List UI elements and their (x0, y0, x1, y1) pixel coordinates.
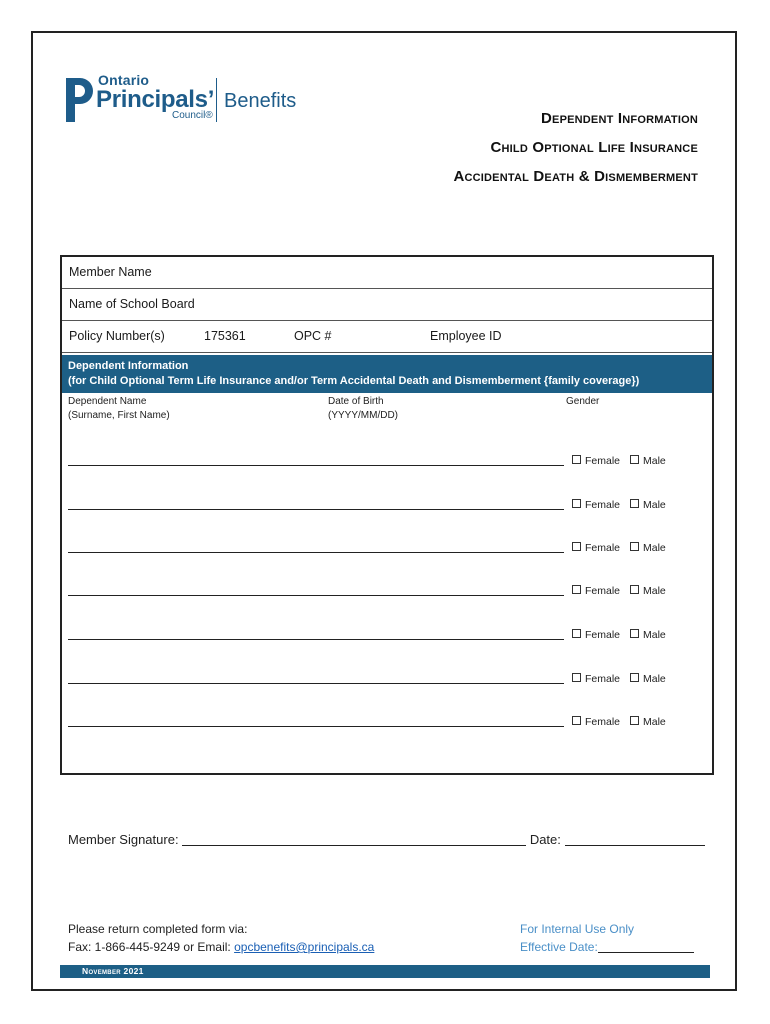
male-checkbox[interactable] (630, 585, 639, 594)
logo-council: Council® (172, 110, 213, 121)
member-name-row[interactable] (62, 257, 712, 289)
female-checkbox[interactable] (572, 673, 581, 682)
dependent-line-4[interactable] (68, 595, 564, 596)
return-line-2: Fax: 1-866-445-9249 or Email: opcbenefits@principals.ca (68, 940, 375, 954)
male-checkbox[interactable] (630, 716, 639, 725)
male-checkbox[interactable] (630, 499, 639, 508)
policy-number-value: 175361 (204, 329, 246, 343)
title-line-2: Child Optional Life Insurance (490, 139, 698, 156)
dependent-info-subtitle: (for Child Optional Term Life Insurance and/or Term Accidental Death and Dismemberment {family coverage}) (68, 375, 640, 387)
dependent-line-5[interactable] (68, 639, 564, 640)
employee-id-label[interactable]: Employee ID (430, 329, 502, 343)
male-checkbox[interactable] (630, 629, 639, 638)
internal-use-block (520, 920, 694, 956)
member-signature-field[interactable] (182, 833, 526, 846)
male-checkbox[interactable] (630, 455, 639, 464)
logo-principals: Principals’ (96, 86, 215, 113)
dependent-line-3[interactable] (68, 552, 564, 553)
policy-number-label: Policy Number(s) (69, 329, 165, 343)
dependent-line-6[interactable] (68, 683, 564, 684)
footer-date: November 2021 (82, 966, 144, 976)
female-checkbox[interactable] (572, 716, 581, 725)
school-board-row[interactable] (62, 289, 712, 321)
dependent-line-7[interactable] (68, 726, 564, 727)
title-line-3: Accidental Death & Dismemberment (453, 168, 698, 185)
effective-date-row: Effective Date: (520, 938, 694, 956)
email-link[interactable]: opcbenefits@principals.ca (234, 940, 375, 954)
female-checkbox[interactable] (572, 585, 581, 594)
female-checkbox[interactable] (572, 455, 581, 464)
return-line-1: Please return completed form via: (68, 922, 248, 936)
effective-date-field[interactable] (598, 940, 694, 953)
male-checkbox[interactable] (630, 673, 639, 682)
gender-options-1: Female Male (572, 455, 666, 467)
male-checkbox[interactable] (630, 542, 639, 551)
gender-options-3: Female Male (572, 542, 666, 554)
gender-options-2: Female Male (572, 499, 666, 511)
return-instructions (68, 920, 374, 956)
dependent-line-1[interactable] (68, 465, 564, 466)
gender-options-4: Female Male (572, 585, 666, 597)
title-line-1: Dependent Information (541, 110, 698, 127)
female-checkbox[interactable] (572, 629, 581, 638)
col-gender: Gender (566, 396, 600, 407)
logo-divider (216, 78, 217, 122)
logo-benefits: Benefits (224, 90, 297, 112)
dependent-form-box (60, 255, 714, 775)
gender-options-5: Female Male (572, 629, 666, 641)
logo-ontario: Ontario (98, 72, 150, 88)
opc-p-mark-icon (62, 74, 96, 126)
member-signature-label: Member Signature: (68, 832, 179, 847)
signature-row (68, 832, 705, 847)
policy-row (62, 321, 712, 353)
dependent-info-header (62, 355, 712, 393)
school-board-label: Name of School Board (69, 297, 195, 311)
col-date-of-birth: Date of Birth (YYYY/MM/DD) (328, 396, 398, 421)
date-label: Date: (529, 832, 561, 847)
opc-number-label[interactable]: OPC # (294, 329, 332, 343)
gender-options-7: Female Male (572, 716, 666, 728)
opc-logo (62, 72, 302, 126)
footer-bar (60, 965, 710, 978)
gender-options-6: Female Male (572, 673, 666, 685)
dependent-info-title: Dependent Information (68, 360, 189, 372)
date-field[interactable] (565, 833, 705, 846)
internal-use-label: For Internal Use Only (520, 922, 635, 936)
col-dependent-name: Dependent Name (Surname, First Name) (68, 396, 170, 421)
dependent-line-2[interactable] (68, 509, 564, 510)
female-checkbox[interactable] (572, 542, 581, 551)
female-checkbox[interactable] (572, 499, 581, 508)
member-name-label: Member Name (69, 265, 152, 279)
